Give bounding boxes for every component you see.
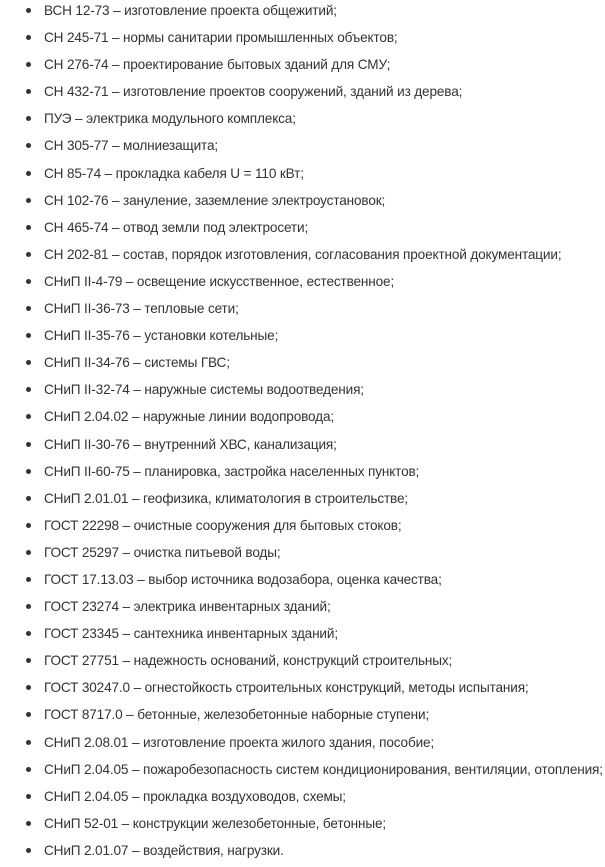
bullet-icon — [26, 171, 31, 176]
list-item-text: СНиП 2.01.07 – воздействия, нагрузки. — [44, 842, 284, 858]
list-item-text: ПУЭ – электрика модульного комплекса; — [44, 111, 296, 127]
bullet-icon — [26, 306, 31, 311]
list-item — [0, 163, 605, 190]
list-item-text: СНиП 2.04.02 – наружные линии водопровода; — [44, 409, 334, 425]
bullet-icon — [26, 333, 31, 338]
list-item — [0, 81, 605, 108]
bullet-icon — [26, 848, 31, 853]
bullet-icon — [26, 658, 31, 663]
list-item — [0, 596, 605, 623]
bullet-icon — [26, 550, 31, 555]
list-item — [0, 704, 605, 731]
bullet-icon — [26, 225, 31, 230]
list-item — [0, 217, 605, 244]
bullet-icon — [26, 767, 31, 772]
list-item-text: СНиП 2.04.05 – пожаробезопасность систем кондиционирования, вентиляции, отопления; — [44, 761, 603, 777]
list-item — [0, 677, 605, 704]
bullet-icon — [26, 794, 31, 799]
bullet-icon — [26, 740, 31, 745]
bullet-icon — [26, 496, 31, 501]
list-item — [0, 813, 605, 840]
list-item-text: СНиП II-30-76 – внутренний ХВС, канализация; — [44, 436, 337, 452]
list-item-text: СН 85-74 – прокладка кабеля U = 110 кВт; — [44, 165, 304, 181]
list-item-text: ГОСТ 8717.0 – бетонные, железобетонные наборные ступени; — [44, 707, 430, 723]
bullet-icon — [26, 279, 31, 284]
list-item-text: ГОСТ 17.13.03 – выбор источника водозабора, оценка качества; — [44, 571, 442, 587]
list-item-text: СН 305-77 – молниезащита; — [44, 138, 218, 154]
list-item — [0, 379, 605, 406]
list-item — [0, 650, 605, 677]
list-item — [0, 244, 605, 271]
bullet-icon — [26, 577, 31, 582]
list-item — [0, 352, 605, 379]
list-item-text: СНиП II-60-75 – планировка, застройка населенных пунктов; — [44, 463, 420, 479]
list-item-text: СНиП II-4-79 – освещение искусственное, естественное; — [44, 273, 395, 289]
list-item-text: ВСН 12-73 – изготовление проекта общежитий; — [44, 3, 337, 18]
bullet-icon — [26, 523, 31, 528]
list-item-text: СН 202-81 – состав, порядок изготовления, согласования проектной документации; — [44, 246, 562, 262]
list-item — [0, 135, 605, 162]
list-item-text: СНиП 52-01 – конструкции железобетонные, бетонные; — [44, 815, 387, 831]
bullet-icon — [26, 712, 31, 717]
list-item-text: СНиП II-34-76 – системы ГВС; — [44, 355, 230, 371]
bullet-icon — [26, 604, 31, 609]
list-item — [0, 623, 605, 650]
list-item-text: ГОСТ 25297 – очистка питьевой воды; — [44, 544, 281, 560]
list-item-text: СНиП II-36-73 – тепловые сети; — [44, 301, 239, 317]
list-item-text: СН 465-74 – отвод земли под электросети; — [44, 219, 309, 235]
list-item-text: СН 432-71 – изготовление проектов сооружений, зданий из дерева; — [44, 84, 463, 100]
bullet-icon — [26, 143, 31, 148]
list-item — [0, 406, 605, 433]
bullet-icon — [26, 821, 31, 826]
bullet-icon — [26, 198, 31, 203]
bullet-icon — [26, 387, 31, 392]
bullet-icon — [26, 685, 31, 690]
list-item — [0, 542, 605, 569]
list-item — [0, 54, 605, 81]
list-item — [0, 786, 605, 813]
bullet-icon — [26, 360, 31, 365]
list-item-text: ГОСТ 27751 – надежность оснований, конструкций строительных; — [44, 653, 453, 669]
bullet-icon — [26, 631, 31, 636]
list-item — [0, 271, 605, 298]
list-item-text: СНиП II-35-76 – установки котельные; — [44, 328, 279, 344]
list-item — [0, 0, 605, 27]
bullet-icon — [26, 8, 31, 13]
bullet-icon — [26, 116, 31, 121]
bullet-icon — [26, 469, 31, 474]
list-item — [0, 108, 605, 135]
list-item — [0, 488, 605, 515]
list-item-text: СН 276-74 – проектирование бытовых зданий для СМУ; — [44, 57, 391, 73]
list-item — [0, 27, 605, 54]
list-item — [0, 461, 605, 488]
list-item — [0, 434, 605, 461]
bullet-icon — [26, 414, 31, 419]
list-item — [0, 298, 605, 325]
list-item-text: ГОСТ 22298 – очистные сооружения для бытовых стоков; — [44, 517, 402, 533]
list-item-text: СНиП II-32-74 – наружные системы водоотведения; — [44, 382, 364, 398]
bullet-icon — [26, 89, 31, 94]
list-item-text: СНиП 2.08.01 – изготовление проекта жилого здания, пособие; — [44, 734, 435, 750]
list-item — [0, 325, 605, 352]
list-item-text: СН 102-76 – зануление, заземление электроустановок; — [44, 192, 386, 208]
list-item — [0, 759, 605, 786]
list-item-text: СНиП 2.01.01 – геофизика, климатология в строительстве; — [44, 490, 408, 506]
list-item-text: ГОСТ 30247.0 – огнестойкость строительных конструкций, методы испытания; — [44, 680, 529, 696]
list-item-text: ГОСТ 23345 – сантехника инвентарных зданий; — [44, 626, 338, 642]
bullet-icon — [26, 35, 31, 40]
list-item — [0, 732, 605, 759]
list-item — [0, 515, 605, 542]
bullet-icon — [26, 442, 31, 447]
list-item — [0, 190, 605, 217]
bullet-icon — [26, 252, 31, 257]
list-item-text: СН 245-71 – нормы санитарии промышленных объектов; — [44, 30, 398, 46]
list-item — [0, 840, 605, 867]
list-item — [0, 569, 605, 596]
bullet-icon — [26, 62, 31, 67]
list-item-text: ГОСТ 23274 – электрика инвентарных зданий; — [44, 599, 331, 615]
list-item-text: СНиП 2.04.05 – прокладка воздуховодов, схемы; — [44, 788, 346, 804]
